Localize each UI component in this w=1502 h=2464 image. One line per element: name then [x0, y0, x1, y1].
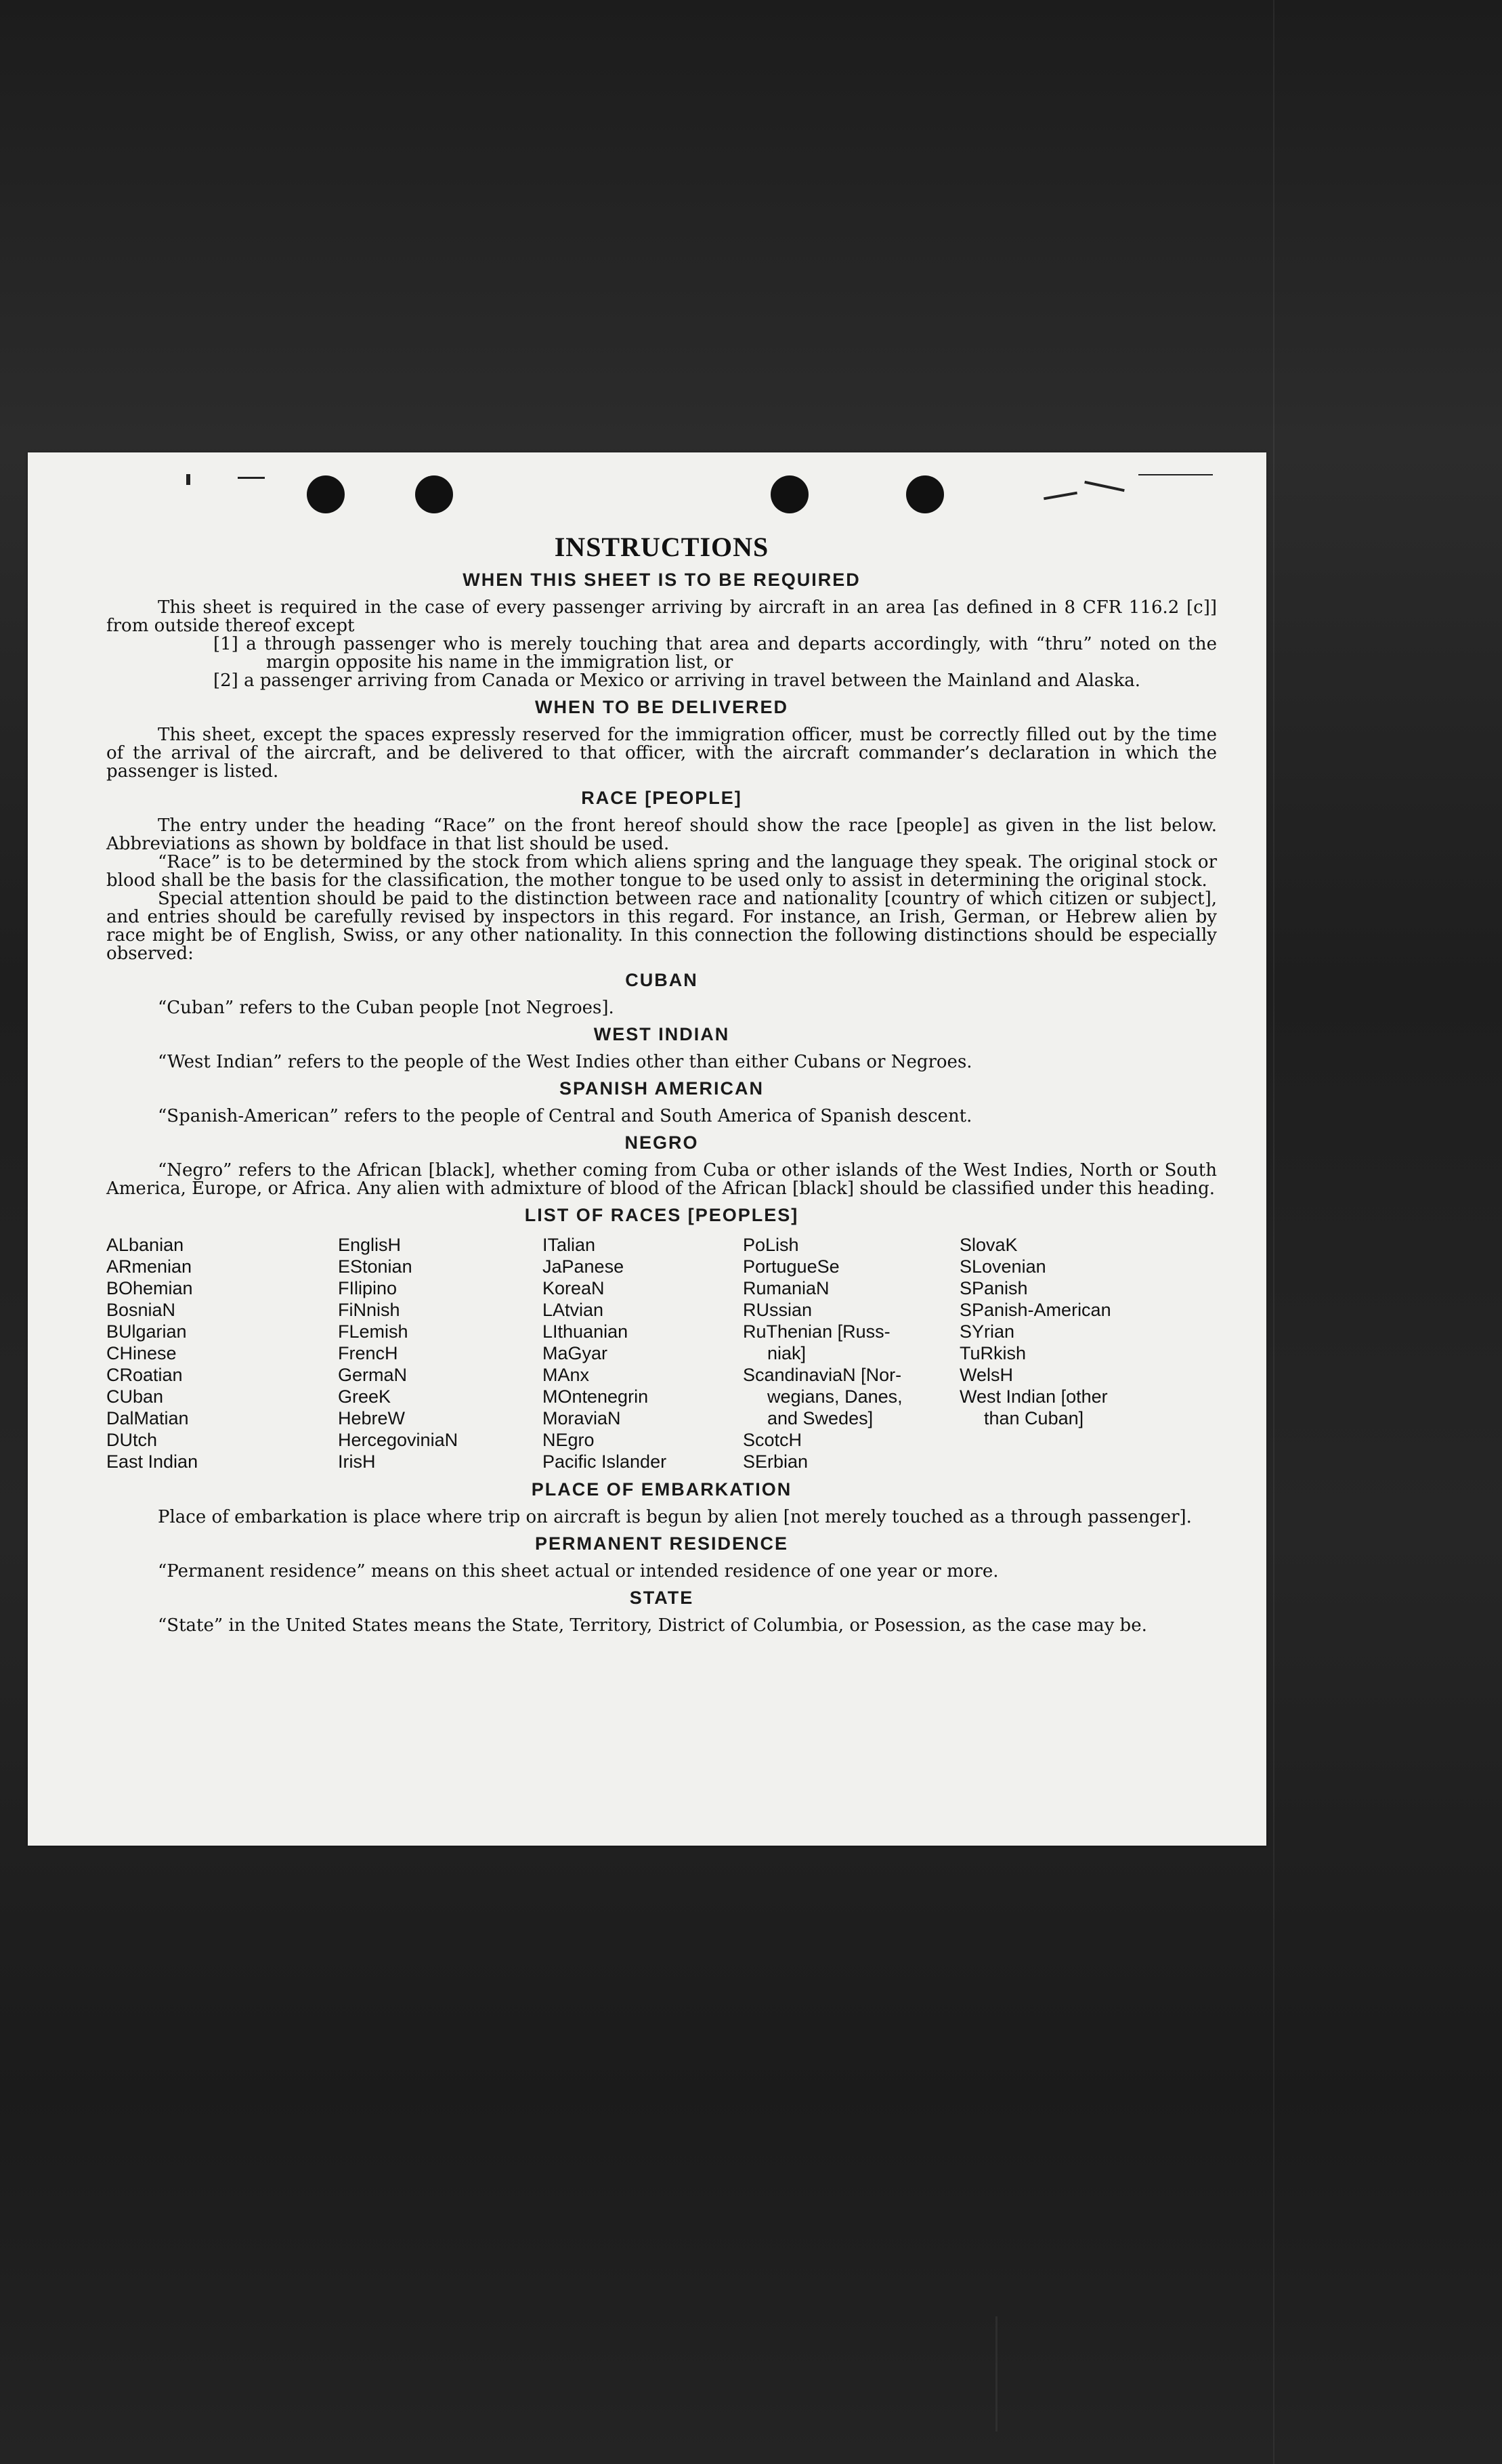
punch-hole — [415, 475, 453, 513]
document-body — [106, 531, 1217, 1635]
race-entry: CUban — [106, 1386, 164, 1407]
race-entry: ITalian — [542, 1235, 596, 1255]
stray-mark — [1138, 474, 1213, 475]
section-heading: PERMANENT RESIDENCE — [534, 1533, 789, 1554]
race-entry: than Cuban] — [984, 1408, 1084, 1428]
section-heading: WHEN TO BE DELIVERED — [534, 697, 789, 717]
paragraph: “West Indian” refers to the people of the West Indies other than either Cubans or Negroes. — [158, 1052, 972, 1072]
race-entry: niak] — [767, 1343, 807, 1363]
race-entry: RumaniaN — [743, 1278, 830, 1298]
races-column — [338, 1234, 542, 1472]
race-entry: SlovaK — [960, 1235, 1018, 1255]
stray-mark — [1084, 481, 1125, 492]
section-heading: SPANISH AMERICAN — [559, 1078, 764, 1099]
races-table — [106, 1234, 1217, 1472]
race-entry: SLovenian — [960, 1256, 1046, 1277]
race-entry: LIthuanian — [542, 1321, 628, 1342]
race-entry: NEgro — [542, 1430, 595, 1450]
section-heading: WHEN THIS SHEET IS TO BE REQUIRED — [463, 570, 861, 590]
race-entry: HercegoviniaN — [338, 1430, 458, 1450]
race-entry: TuRkish — [960, 1343, 1027, 1363]
section-heading: PLACE OF EMBARKATION — [531, 1479, 792, 1500]
race-entry: SYrian — [960, 1321, 1015, 1342]
race-entry: WelsH — [960, 1365, 1014, 1385]
race-entry: BUlgarian — [106, 1321, 187, 1342]
section-heading: STATE — [629, 1588, 694, 1608]
race-entry: IrisH — [338, 1451, 376, 1472]
race-entry: ScandinaviaN [Nor- — [743, 1365, 902, 1385]
paragraph: This sheet, except the spaces expressly reserved for the immigration officer, must be correctly filled out by the time of the arrival of the aircraft, and be delivered to that officer, with the aircraft commander’s declaration in which the passenger is listed. — [106, 725, 1217, 782]
race-entry: GreeK — [338, 1386, 391, 1407]
paragraph: Special attention should be paid to the distinction between race and nationality [country of which citizen or subject], and entries should be carefully revised by inspectors in this regard. For instance, an Irish, German, or Hebrew alien by race might be of English, Swiss, or any other nationality. In this connection the following distinctions should be especially observed: — [106, 889, 1217, 964]
race-entry: FiNnish — [338, 1300, 400, 1320]
stray-mark — [186, 474, 190, 485]
race-entry: LAtvian — [542, 1300, 604, 1320]
section-heading: RACE [PEOPLE] — [581, 788, 742, 808]
page-title: INSTRUCTIONS — [554, 532, 769, 562]
race-entry: CHinese — [106, 1343, 177, 1363]
race-entry: West Indian [other — [960, 1386, 1108, 1407]
punch-hole — [906, 475, 944, 513]
race-entry: EStonian — [338, 1256, 412, 1277]
race-entry: ARmenian — [106, 1256, 192, 1277]
race-entry: HebreW — [338, 1408, 406, 1428]
races-column — [106, 1234, 338, 1472]
race-entry: MOntenegrin — [542, 1386, 649, 1407]
film-scratch — [1273, 0, 1274, 2464]
race-entry: Pacific Islander — [542, 1451, 667, 1472]
race-entry: RUssian — [743, 1300, 813, 1320]
paragraph: “Negro” refers to the African [black], whether coming from Cuba or other islands of the West Indies, North or South America, Europe, or Africa. Any alien with admixture of blood of the African [black] should be classified under this heading. — [106, 1160, 1217, 1199]
paragraph: The entry under the heading “Race” on the front hereof should show the race [people] as given in the list below. Abbreviations as shown by boldface in that list should be used. — [106, 815, 1217, 854]
race-entry: BosniaN — [106, 1300, 176, 1320]
race-entry: FLemish — [338, 1321, 408, 1342]
race-entry: BOhemian — [106, 1278, 193, 1298]
races-column — [743, 1234, 960, 1472]
list-item: [2] a passenger arriving from Canada or Mexico or arriving in travel between the Mainland and Alaska. — [213, 671, 1141, 691]
section-heading: CUBAN — [625, 970, 698, 990]
punch-hole — [307, 475, 345, 513]
race-entry: JaPanese — [542, 1256, 624, 1277]
race-entry: FIlipino — [338, 1278, 398, 1298]
race-entry: ScotcH — [743, 1430, 802, 1450]
races-column — [542, 1234, 743, 1472]
race-entry: EnglisH — [338, 1235, 402, 1255]
race-entry: DalMatian — [106, 1408, 189, 1428]
race-entry: GermaN — [338, 1365, 408, 1385]
paragraph: “State” in the United States means the State, Territory, District of Columbia, or Posession, as the case may be. — [158, 1615, 1147, 1636]
paragraph: “Race” is to be determined by the stock from which aliens spring and the language they speak. The original stock or blood shall be the basis for the classification, the mother tongue to be used only to assist in determining the original stock. — [106, 852, 1217, 891]
paragraph: This sheet is required in the case of every passenger arriving by aircraft in an area [as defined in 8 CFR 116.2 [c]] from outside thereof except — [106, 597, 1217, 636]
film-scratch — [995, 2316, 997, 2431]
race-entry: wegians, Danes, — [767, 1386, 903, 1407]
race-entry: ALbanian — [106, 1235, 184, 1255]
instruction-sheet — [28, 452, 1266, 1846]
race-entry: FrencH — [338, 1343, 398, 1363]
race-entry: MoraviaN — [542, 1408, 621, 1428]
paragraph: “Permanent residence” means on this sheet actual or intended residence of one year or more. — [158, 1561, 999, 1581]
race-entry: SPanish-American — [960, 1300, 1111, 1320]
race-entry: PoLish — [743, 1235, 799, 1255]
paragraph: “Cuban” refers to the Cuban people [not Negroes]. — [158, 998, 614, 1018]
race-entry: PortugueSe — [743, 1256, 840, 1277]
section-heading: WEST INDIAN — [593, 1024, 730, 1044]
race-entry: RuThenian [Russ- — [743, 1321, 891, 1342]
paragraph: Place of embarkation is place where trip on aircraft is begun by alien [not merely touched as a through passenger]. — [158, 1507, 1192, 1527]
race-entry: SPanish — [960, 1278, 1028, 1298]
race-entry: MaGyar — [542, 1343, 608, 1363]
punch-hole — [771, 475, 809, 513]
section-heading: NEGRO — [624, 1132, 699, 1153]
stray-mark — [238, 477, 265, 479]
race-entry: MAnx — [542, 1365, 590, 1385]
race-entry: SErbian — [743, 1451, 809, 1472]
race-entry: East Indian — [106, 1451, 198, 1472]
race-entry: DUtch — [106, 1430, 158, 1450]
race-entry: CRoatian — [106, 1365, 183, 1385]
race-entry: KoreaN — [542, 1278, 605, 1298]
stray-mark — [1044, 492, 1077, 501]
list-item: [1] a through passenger who is merely touching that area and departs accordingly, with “thru” noted on the margin opposite his name in the immigration list, or — [213, 634, 1217, 673]
paragraph: “Spanish-American” refers to the people of Central and South America of Spanish descent. — [158, 1106, 972, 1126]
race-entry: and Swedes] — [767, 1408, 874, 1428]
section-heading: LIST OF RACES [PEOPLES] — [524, 1205, 799, 1225]
races-column — [960, 1234, 1217, 1472]
